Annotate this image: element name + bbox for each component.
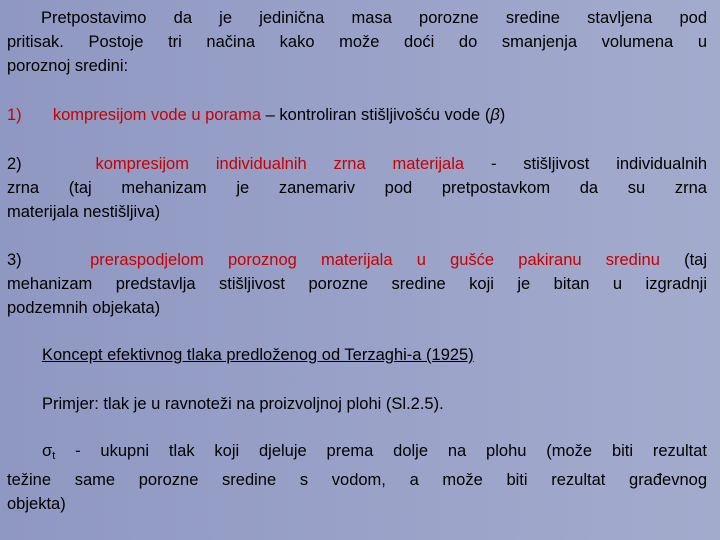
item-2-line-3: materijala nestišljiva) (7, 203, 161, 221)
item-1-close: ) (499, 106, 506, 124)
beta-symbol: β (490, 106, 500, 124)
item-2-highlight: kompresijom individualnih zrna materijala (95, 155, 465, 173)
item-3-number: 3) (7, 251, 22, 269)
intro-line-3: poroznoj sredini: (7, 57, 129, 75)
item-2-rest: - stišljivost individualnih (490, 155, 708, 173)
sigma-line-1 (7, 439, 707, 468)
item-2-line-1 (7, 152, 707, 176)
sigma-subscript: t (52, 450, 56, 462)
sigma-line-2: težine same porozne sredine s vodom, a može biti rezultat građevnog (7, 471, 707, 489)
intro-line-1: Pretpostavimo da je jedinična masa porozne sredine stavljena pod (41, 9, 707, 27)
sigma-symbol: σ (42, 442, 53, 460)
item-1-number: 1) (7, 106, 22, 124)
item-3-line-2: mehanizam predstavlja stišljivost porozne sredine koji je bitan u izgradnji (7, 275, 707, 293)
item-3-highlight: preraspodjelom poroznog materijala u gušće pakiranu sredinu (90, 251, 660, 269)
item-3-line-3: podzemnih objekata) (7, 299, 161, 317)
item-2-line-2: zrna (taj mehanizam je zanemariv pod pretpostavkom da su zrna (7, 179, 707, 197)
item-1-rest: – kontroliran stišljivošću vode ( (265, 106, 491, 124)
item-3-line-1 (7, 248, 707, 272)
intro-line-2: pritisak. Postoje tri načina kako može doći do smanjenja volumena u (7, 33, 707, 51)
sigma-paragraph (7, 439, 707, 516)
sigma-line-3: objekta) (7, 495, 66, 513)
item-1-highlight: kompresijom vode u porama (52, 106, 262, 124)
item-3-rest: (taj (684, 251, 708, 269)
intro-paragraph (7, 6, 707, 78)
item-2-number: 2) (7, 155, 22, 173)
item-3 (7, 248, 707, 320)
item-1 (7, 103, 707, 127)
sigma-line-1-text: - ukupni tlak koji djeluje prema dolje na plohu (može biti rezultat (75, 442, 707, 460)
concept-heading (7, 343, 707, 367)
example-line: Primjer: tlak je u ravnoteži na proizvoljnoj plohi (Sl.2.5). (42, 395, 444, 413)
item-2 (7, 152, 707, 224)
concept-text: Koncept efektivnog tlaka predloženog od Terzaghi-a (1925) (42, 346, 474, 364)
